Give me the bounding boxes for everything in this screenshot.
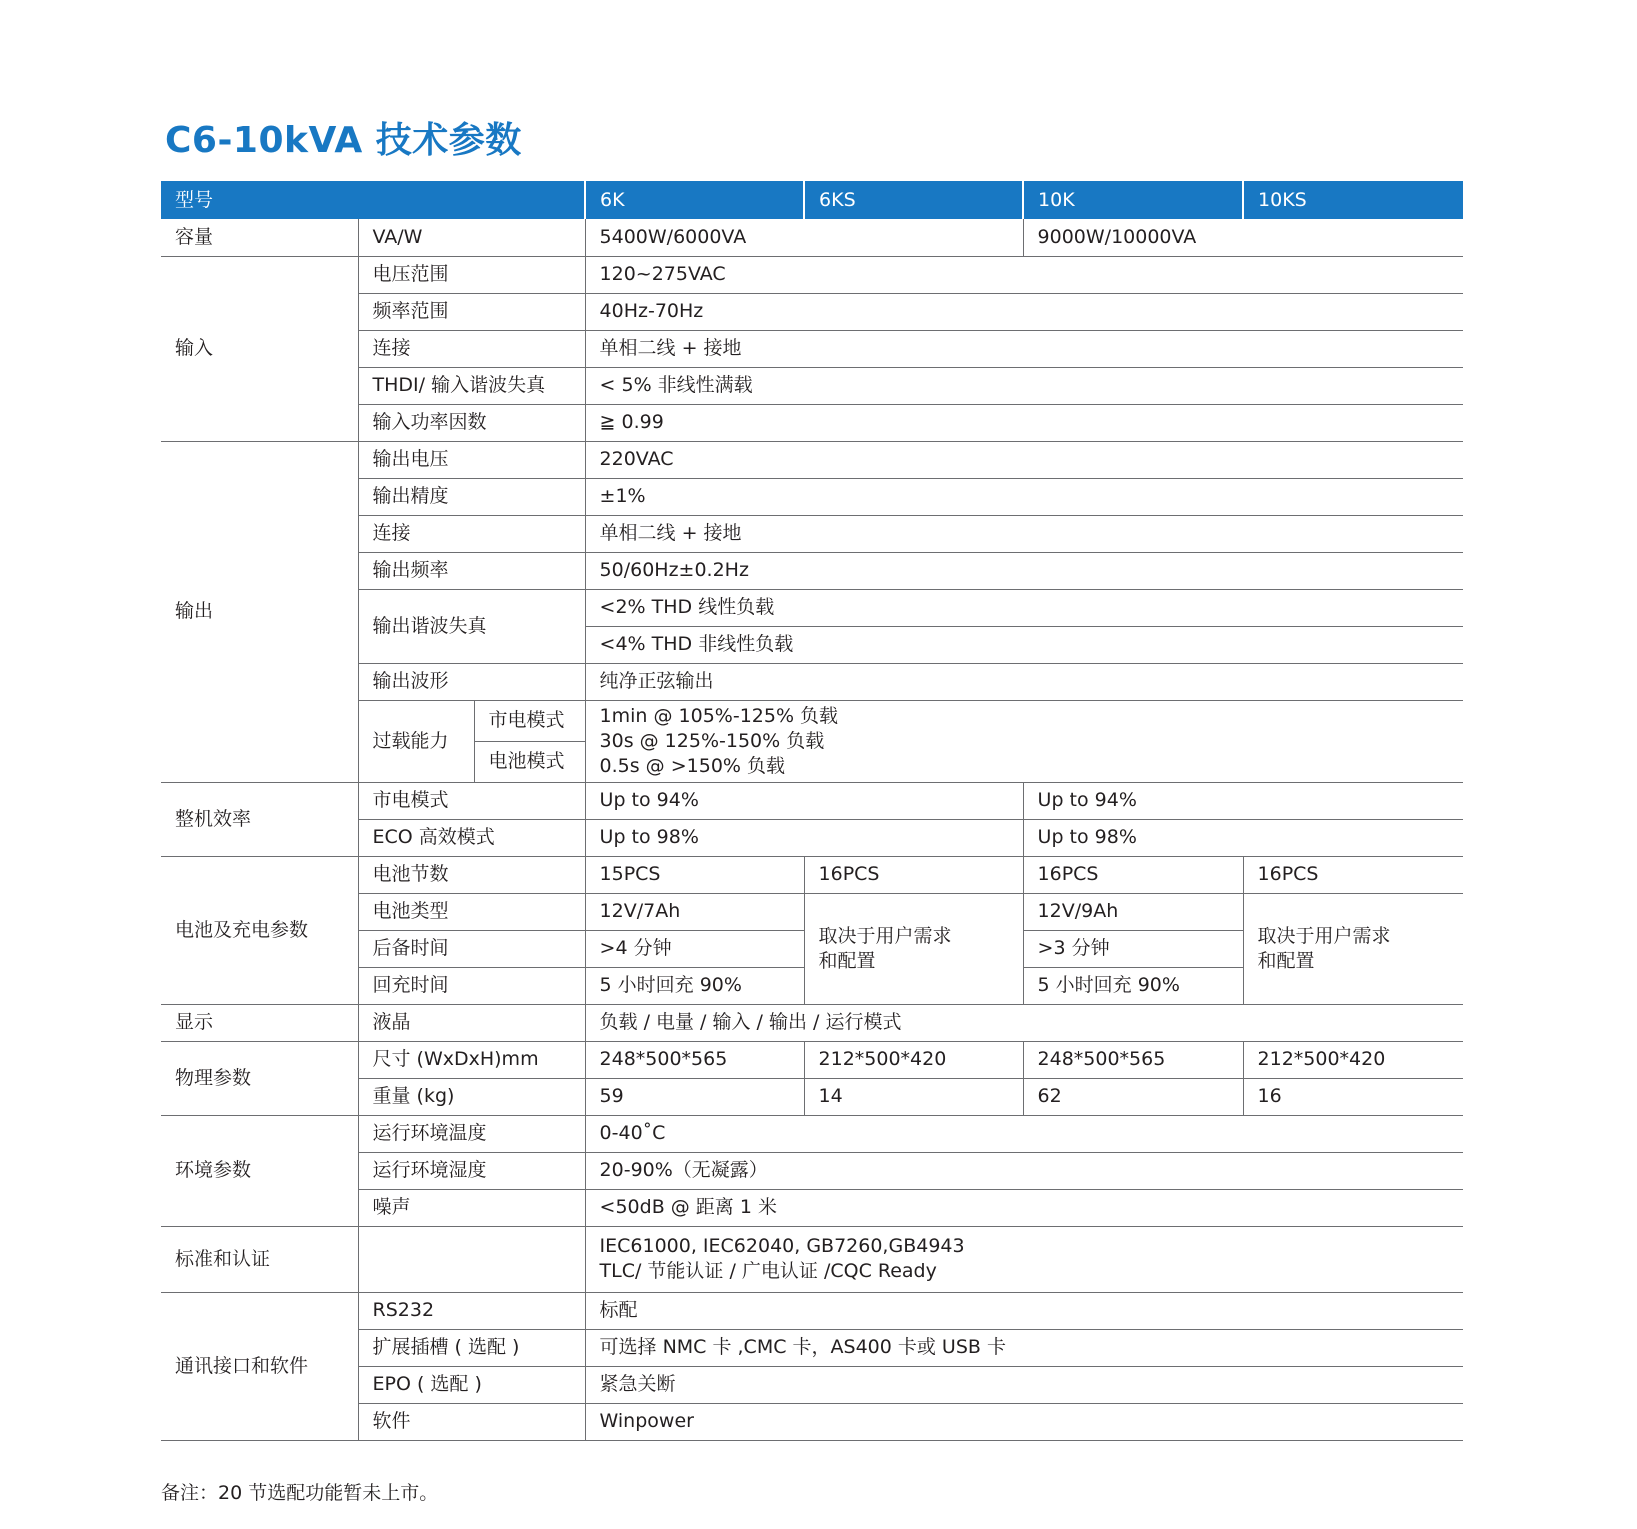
param-label: 输出谐波失真 — [358, 589, 585, 663]
page-title: C6-10kVA 技术参数 — [165, 120, 522, 161]
param-value: 5 小时回充 90% — [585, 967, 804, 1004]
param-value: 紧急关断 — [585, 1366, 1463, 1403]
footnote: 备注：20 节选配功能暂未上市。 — [161, 1482, 439, 1504]
overload-mains-mode: 市电模式 — [474, 700, 585, 741]
param-label: 后备时间 — [358, 930, 585, 967]
table-row — [161, 256, 1463, 293]
model-6ks-header: 6KS — [804, 181, 1023, 219]
battery-10ks-user-defined: 取决于用户需求 和配置 — [1243, 893, 1463, 1004]
table-row — [161, 782, 1463, 819]
table-row — [161, 1041, 1463, 1078]
param-value: 可选择 NMC 卡 ,CMC 卡，AS400 卡或 USB 卡 — [585, 1329, 1463, 1366]
param-value: 16PCS — [1023, 856, 1243, 893]
param-label: 电池类型 — [358, 893, 585, 930]
capacity-category: 容量 — [161, 219, 358, 256]
physical-category: 物理参数 — [161, 1041, 358, 1115]
param-label: 运行环境湿度 — [358, 1152, 585, 1189]
param-label: 电压范围 — [358, 256, 585, 293]
param-value: 16PCS — [1243, 856, 1463, 893]
table-row — [161, 856, 1463, 893]
param-value: 14 — [804, 1078, 1023, 1115]
param-label: 连接 — [358, 330, 585, 367]
param-value: IEC61000, IEC62040, GB7260,GB4943 TLC/ 节能认证 / 广电认证 /CQC Ready — [585, 1226, 1463, 1292]
param-label: 输出波形 — [358, 663, 585, 700]
param-value: 单相二线 + 接地 — [585, 330, 1463, 367]
param-value: Up to 98% — [585, 819, 1023, 856]
capacity-10k-value: 9000W/10000VA — [1023, 219, 1463, 256]
param-label: 尺寸 (WxDxH)mm — [358, 1041, 585, 1078]
param-label: 液晶 — [358, 1004, 585, 1041]
param-label: 重量 (kg) — [358, 1078, 585, 1115]
param-value: 59 — [585, 1078, 804, 1115]
param-value: 15PCS — [585, 856, 804, 893]
param-value: 12V/7Ah — [585, 893, 804, 930]
param-value: 单相二线 + 接地 — [585, 515, 1463, 552]
capacity-unit: VA/W — [358, 219, 585, 256]
param-label: 输出电压 — [358, 441, 585, 478]
communication-category: 通讯接口和软件 — [161, 1292, 358, 1440]
table-row — [161, 1004, 1463, 1041]
param-value: >3 分钟 — [1023, 930, 1243, 967]
table-row — [161, 441, 1463, 478]
param-value: 40Hz-70Hz — [585, 293, 1463, 330]
param-label: 输出频率 — [358, 552, 585, 589]
input-category: 输入 — [161, 256, 358, 441]
overload-battery-mode: 电池模式 — [474, 741, 585, 782]
table-row — [161, 1292, 1463, 1329]
table-row — [161, 1115, 1463, 1152]
param-value: <2% THD 线性负载 — [585, 589, 1463, 626]
capacity-6k-value: 5400W/6000VA — [585, 219, 1023, 256]
param-value: 16 — [1243, 1078, 1463, 1115]
param-label: 市电模式 — [358, 782, 585, 819]
param-value: 12V/9Ah — [1023, 893, 1243, 930]
model-10ks-header: 10KS — [1243, 181, 1463, 219]
param-value: < 5% 非线性满载 — [585, 367, 1463, 404]
param-value: <50dB @ 距离 1 米 — [585, 1189, 1463, 1226]
param-value: 248*500*565 — [585, 1041, 804, 1078]
model-6k-header: 6K — [585, 181, 804, 219]
param-value: 标配 — [585, 1292, 1463, 1329]
param-label: 连接 — [358, 515, 585, 552]
param-label: ECO 高效模式 — [358, 819, 585, 856]
battery-6ks-user-defined: 取决于用户需求 和配置 — [804, 893, 1023, 1004]
param-label: 软件 — [358, 1403, 585, 1440]
param-value: 1min @ 105%-125% 负载 30s @ 125%-150% 负载 0.5s @ >150% 负载 — [585, 700, 1463, 782]
output-category: 输出 — [161, 441, 358, 782]
param-value: Up to 98% — [1023, 819, 1463, 856]
param-label: 扩展插槽 ( 选配 ) — [358, 1329, 585, 1366]
param-label: 输出精度 — [358, 478, 585, 515]
param-value: ±1% — [585, 478, 1463, 515]
table-row — [161, 219, 1463, 256]
param-label: 噪声 — [358, 1189, 585, 1226]
param-label: RS232 — [358, 1292, 585, 1329]
param-value: 50/60Hz±0.2Hz — [585, 552, 1463, 589]
param-value: 212*500*420 — [1243, 1041, 1463, 1078]
param-label: 回充时间 — [358, 967, 585, 1004]
param-value: 62 — [1023, 1078, 1243, 1115]
param-label: EPO ( 选配 ) — [358, 1366, 585, 1403]
param-value: 纯净正弦输出 — [585, 663, 1463, 700]
table-row — [161, 1226, 1463, 1292]
param-value: 212*500*420 — [804, 1041, 1023, 1078]
environment-category: 环境参数 — [161, 1115, 358, 1226]
display-category: 显示 — [161, 1004, 358, 1041]
param-label: THDI/ 输入谐波失真 — [358, 367, 585, 404]
standards-category: 标准和认证 — [161, 1226, 358, 1292]
param-value: Winpower — [585, 1403, 1463, 1440]
param-label: 频率范围 — [358, 293, 585, 330]
param-value: Up to 94% — [1023, 782, 1463, 819]
spec-table — [161, 181, 1463, 1441]
model-10k-header: 10K — [1023, 181, 1243, 219]
param-value: 220VAC — [585, 441, 1463, 478]
efficiency-category: 整机效率 — [161, 782, 358, 856]
param-value: >4 分钟 — [585, 930, 804, 967]
model-header-label: 型号 — [161, 181, 585, 219]
param-value: Up to 94% — [585, 782, 1023, 819]
param-value: 0-40˚C — [585, 1115, 1463, 1152]
param-label: 过载能力 — [358, 700, 474, 782]
standards-empty-cell — [358, 1226, 585, 1292]
param-value: 负载 / 电量 / 输入 / 输出 / 运行模式 — [585, 1004, 1463, 1041]
param-value: ≧ 0.99 — [585, 404, 1463, 441]
param-value: 5 小时回充 90% — [1023, 967, 1243, 1004]
battery-category: 电池及充电参数 — [161, 856, 358, 1004]
param-label: 运行环境温度 — [358, 1115, 585, 1152]
param-value: 120~275VAC — [585, 256, 1463, 293]
param-value: 248*500*565 — [1023, 1041, 1243, 1078]
param-value: 20-90%（无凝露） — [585, 1152, 1463, 1189]
param-label: 电池节数 — [358, 856, 585, 893]
param-value: <4% THD 非线性负载 — [585, 626, 1463, 663]
param-label: 输入功率因数 — [358, 404, 585, 441]
table-header-row — [161, 181, 1463, 219]
param-value: 16PCS — [804, 856, 1023, 893]
